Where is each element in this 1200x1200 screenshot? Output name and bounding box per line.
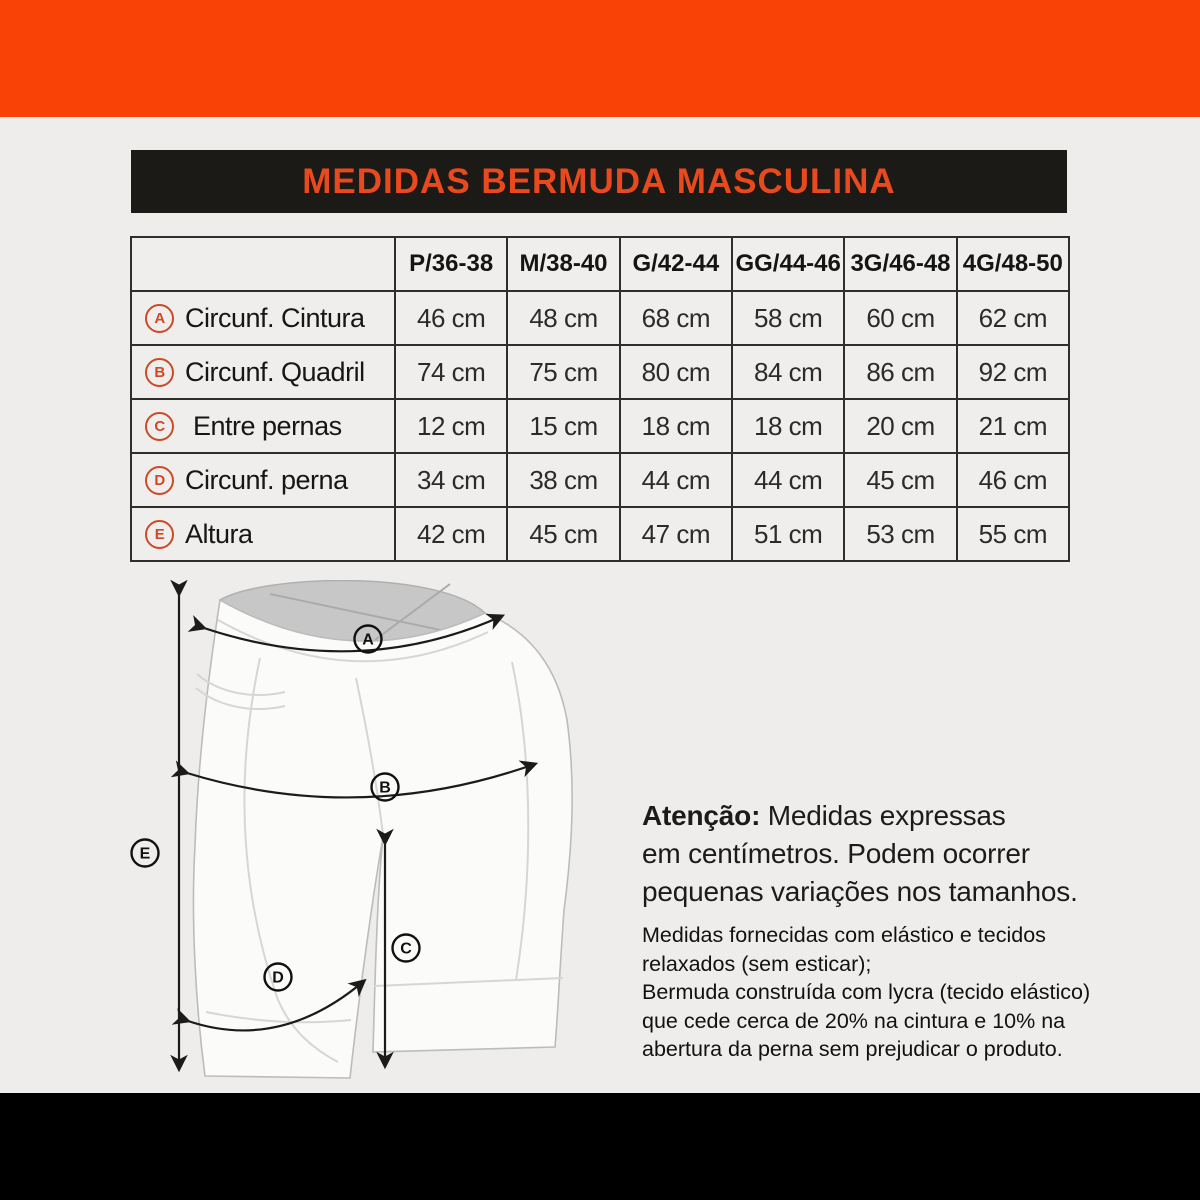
letter-b-badge: B — [145, 358, 174, 387]
table-cell: 12 cm — [394, 398, 506, 452]
letter-d-badge: D — [145, 466, 174, 495]
label-e: E — [139, 845, 151, 863]
table-cell: 47 cm — [619, 506, 731, 560]
shorts-body — [193, 600, 572, 1078]
column-header: G/42-44 — [619, 238, 731, 290]
measure-label: Circunf. Cintura — [185, 302, 365, 333]
measure-label: Circunf. perna — [185, 464, 348, 495]
table-cell: 48 cm — [506, 290, 618, 344]
page-title: MEDIDAS BERMUDA MASCULINA — [302, 161, 896, 201]
size-table — [130, 236, 1070, 562]
table-cell: 45 cm — [506, 506, 618, 560]
top-orange-band — [0, 0, 1200, 117]
label-b: B — [379, 779, 391, 797]
attention-line: Medidas expressas — [760, 800, 1006, 831]
table-cell: 21 cm — [956, 398, 1068, 452]
table-cell: 20 cm — [843, 398, 955, 452]
table-cell: 92 cm — [956, 344, 1068, 398]
table-row-label — [132, 398, 394, 452]
table-corner-cell — [132, 238, 394, 290]
table-cell: 38 cm — [506, 452, 618, 506]
attention-line: pequenas variações nos tamanhos. — [642, 876, 1078, 907]
table-cell: 18 cm — [619, 398, 731, 452]
table-cell: 74 cm — [394, 344, 506, 398]
label-d: D — [272, 969, 284, 987]
label-a: A — [362, 631, 374, 649]
note-line: Medidas fornecidas com elástico e tecidos — [642, 923, 1046, 947]
table-cell: 53 cm — [843, 506, 955, 560]
table-cell: 62 cm — [956, 290, 1068, 344]
shorts-measurement-diagram — [120, 580, 620, 1110]
column-header: 3G/46-48 — [843, 238, 955, 290]
table-cell: 60 cm — [843, 290, 955, 344]
table-row-label — [132, 452, 394, 506]
measure-label: Entre pernas — [193, 410, 342, 441]
table-cell: 34 cm — [394, 452, 506, 506]
note-line: que cede cerca de 20% na cintura e 10% na — [642, 1008, 1066, 1033]
table-cell: 46 cm — [394, 290, 506, 344]
table-cell: 42 cm — [394, 506, 506, 560]
table-cell: 84 cm — [731, 344, 843, 398]
table-cell: 51 cm — [731, 506, 843, 560]
table-cell: 75 cm — [506, 344, 618, 398]
table-cell: 46 cm — [956, 452, 1068, 506]
table-row-label — [132, 290, 394, 344]
table-cell: 18 cm — [731, 398, 843, 452]
attention-label: Atenção: — [642, 800, 761, 831]
table-cell: 15 cm — [506, 398, 618, 452]
table-cell: 55 cm — [956, 506, 1068, 560]
letter-c-badge: C — [145, 412, 174, 441]
note-line: Bermuda construída com lycra (tecido elástico) — [642, 980, 1091, 1004]
letter-e-badge: E — [145, 520, 174, 549]
table-cell: 44 cm — [731, 452, 843, 506]
table-cell: 80 cm — [619, 344, 731, 398]
table-cell: 86 cm — [843, 344, 955, 398]
column-header: 4G/48-50 — [956, 238, 1068, 290]
column-header: P/36-38 — [394, 238, 506, 290]
attention-line: em centímetros. Podem ocorrer — [642, 838, 1030, 869]
title-bar — [131, 150, 1067, 213]
attention-note — [642, 797, 1112, 911]
measure-label: Altura — [185, 518, 253, 549]
note-line: relaxados (sem esticar); — [642, 951, 872, 976]
measure-label: Circunf. Quadril — [185, 356, 365, 387]
note-line: abertura da perna sem prejudicar o produto. — [642, 1037, 1063, 1061]
letter-a-badge: A — [145, 304, 174, 333]
table-cell: 58 cm — [731, 290, 843, 344]
table-row-label — [132, 506, 394, 560]
table-row-label — [132, 344, 394, 398]
table-cell: 68 cm — [619, 290, 731, 344]
column-header: M/38-40 — [506, 238, 618, 290]
label-c: C — [400, 940, 412, 958]
table-cell: 44 cm — [619, 452, 731, 506]
column-header: GG/44-46 — [731, 238, 843, 290]
fabric-notes — [642, 921, 1122, 1064]
bottom-black-band — [0, 1093, 1200, 1200]
table-cell: 45 cm — [843, 452, 955, 506]
